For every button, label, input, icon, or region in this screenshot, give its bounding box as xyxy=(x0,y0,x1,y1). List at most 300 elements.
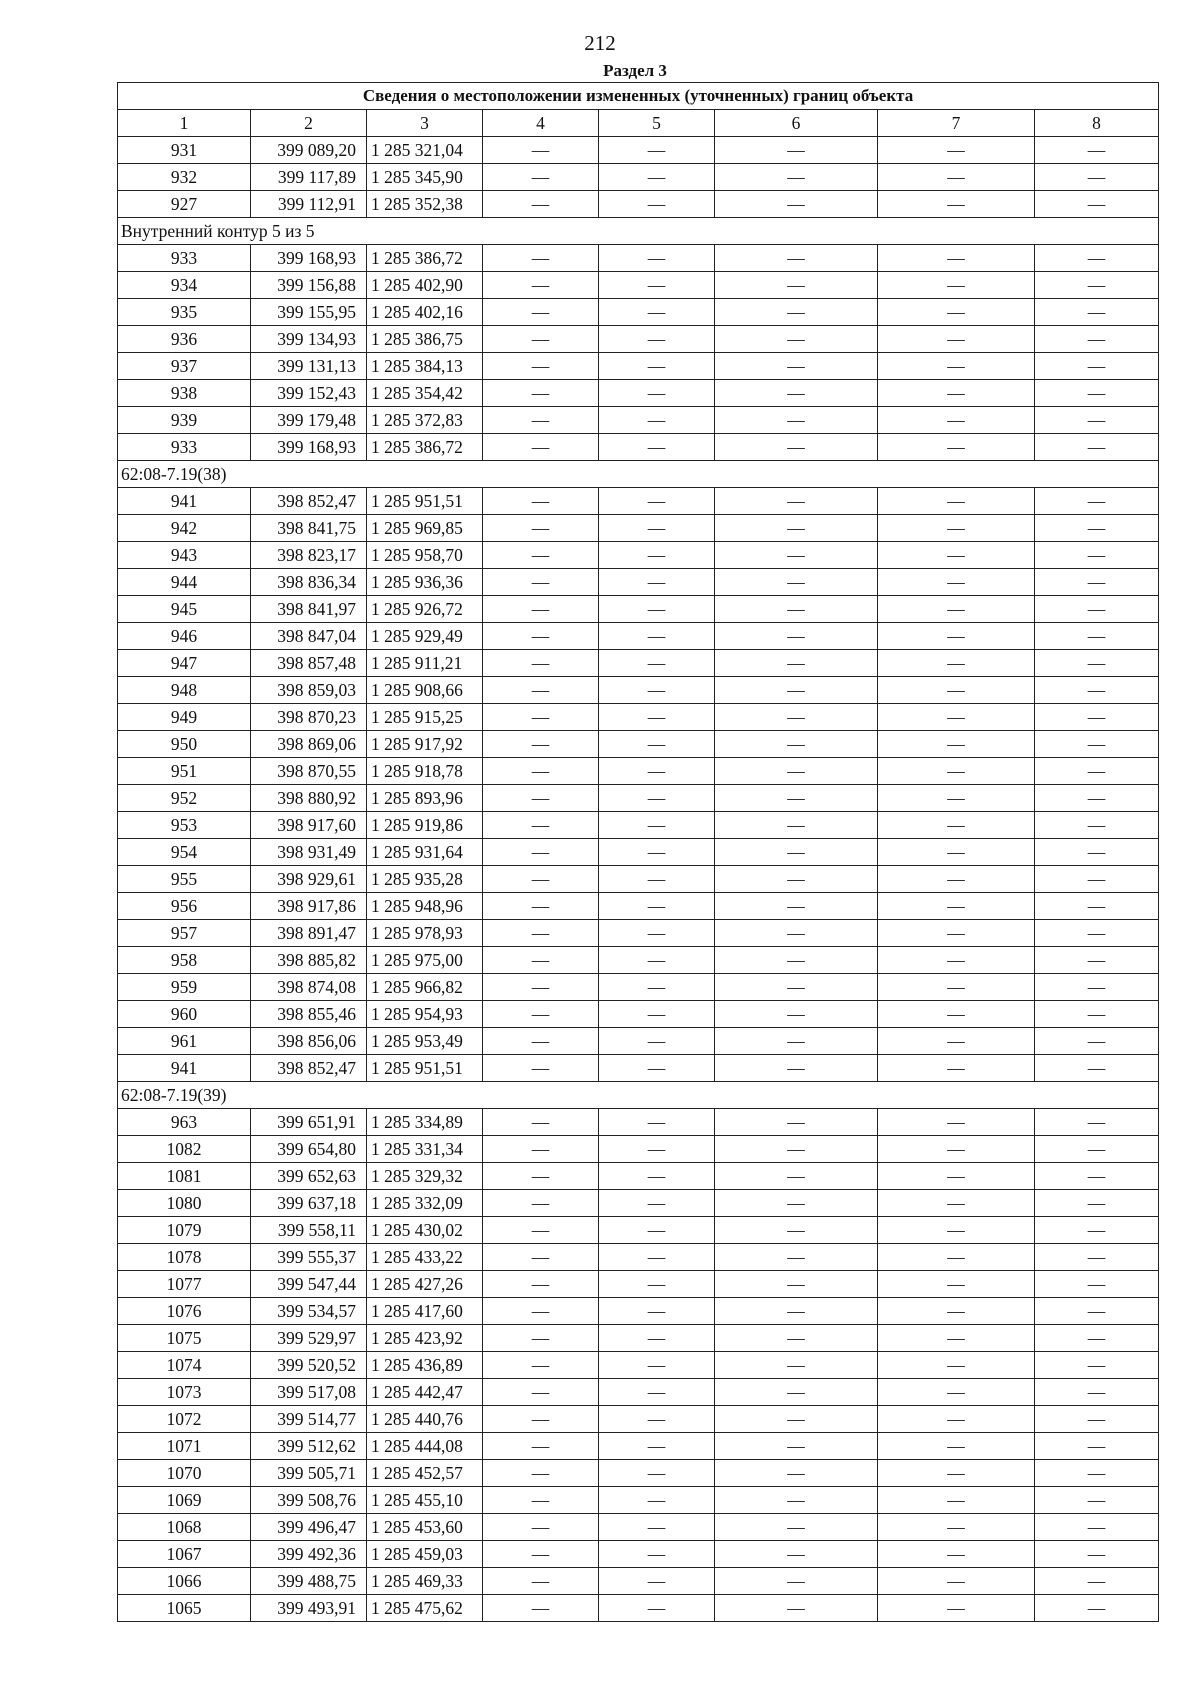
empty-value-cell: — xyxy=(878,1298,1035,1325)
y-coordinate-cell: 1 285 978,93 xyxy=(367,920,483,947)
empty-value-cell: — xyxy=(715,785,878,812)
empty-value-cell: — xyxy=(715,1163,878,1190)
point-number-cell: 959 xyxy=(118,974,251,1001)
empty-value-cell: — xyxy=(1035,164,1159,191)
empty-value-cell: — xyxy=(878,1217,1035,1244)
empty-value-cell: — xyxy=(483,353,599,380)
x-coordinate-cell: 399 558,11 xyxy=(251,1217,367,1244)
empty-value-cell: — xyxy=(878,758,1035,785)
empty-value-cell: — xyxy=(878,1541,1035,1568)
table-row xyxy=(118,1595,1159,1622)
table-header-row xyxy=(118,110,1159,137)
empty-value-cell: — xyxy=(599,407,715,434)
group-row xyxy=(118,461,1159,488)
y-coordinate-cell: 1 285 917,92 xyxy=(367,731,483,758)
point-number-cell: 944 xyxy=(118,569,251,596)
x-coordinate-cell: 398 859,03 xyxy=(251,677,367,704)
empty-value-cell: — xyxy=(599,434,715,461)
empty-value-cell: — xyxy=(483,785,599,812)
point-number-cell: 961 xyxy=(118,1028,251,1055)
empty-value-cell: — xyxy=(599,164,715,191)
group-row xyxy=(118,218,1159,245)
group-label: 62:08-7.19(39) xyxy=(118,1082,1159,1109)
y-coordinate-cell: 1 285 954,93 xyxy=(367,1001,483,1028)
y-coordinate-cell: 1 285 402,16 xyxy=(367,299,483,326)
x-coordinate-cell: 398 931,49 xyxy=(251,839,367,866)
table-row xyxy=(118,515,1159,542)
empty-value-cell: — xyxy=(715,380,878,407)
empty-value-cell: — xyxy=(1035,650,1159,677)
empty-value-cell: — xyxy=(599,677,715,704)
x-coordinate-cell: 399 117,89 xyxy=(251,164,367,191)
x-coordinate-cell: 398 929,61 xyxy=(251,866,367,893)
x-coordinate-cell: 399 493,91 xyxy=(251,1595,367,1622)
empty-value-cell: — xyxy=(483,488,599,515)
empty-value-cell: — xyxy=(878,407,1035,434)
empty-value-cell: — xyxy=(599,785,715,812)
empty-value-cell: — xyxy=(1035,1163,1159,1190)
point-number-cell: 952 xyxy=(118,785,251,812)
empty-value-cell: — xyxy=(1035,677,1159,704)
empty-value-cell: — xyxy=(878,1595,1035,1622)
y-coordinate-cell: 1 285 453,60 xyxy=(367,1514,483,1541)
empty-value-cell: — xyxy=(715,1352,878,1379)
table-row xyxy=(118,1379,1159,1406)
y-coordinate-cell: 1 285 321,04 xyxy=(367,137,483,164)
empty-value-cell: — xyxy=(599,920,715,947)
x-coordinate-cell: 398 870,55 xyxy=(251,758,367,785)
empty-value-cell: — xyxy=(715,1190,878,1217)
empty-value-cell: — xyxy=(599,272,715,299)
empty-value-cell: — xyxy=(715,1541,878,1568)
empty-value-cell: — xyxy=(878,272,1035,299)
empty-value-cell: — xyxy=(483,1514,599,1541)
y-coordinate-cell: 1 285 444,08 xyxy=(367,1433,483,1460)
empty-value-cell: — xyxy=(715,1217,878,1244)
x-coordinate-cell: 398 891,47 xyxy=(251,920,367,947)
empty-value-cell: — xyxy=(1035,1433,1159,1460)
table-row xyxy=(118,488,1159,515)
x-coordinate-cell: 398 855,46 xyxy=(251,1001,367,1028)
x-coordinate-cell: 399 512,62 xyxy=(251,1433,367,1460)
table-row xyxy=(118,434,1159,461)
empty-value-cell: — xyxy=(1035,299,1159,326)
empty-value-cell: — xyxy=(1035,569,1159,596)
point-number-cell: 950 xyxy=(118,731,251,758)
empty-value-cell: — xyxy=(878,1325,1035,1352)
x-coordinate-cell: 398 836,34 xyxy=(251,569,367,596)
table-row xyxy=(118,1406,1159,1433)
point-number-cell: 1068 xyxy=(118,1514,251,1541)
x-coordinate-cell: 398 841,97 xyxy=(251,596,367,623)
empty-value-cell: — xyxy=(483,731,599,758)
empty-value-cell: — xyxy=(1035,1379,1159,1406)
empty-value-cell: — xyxy=(715,1595,878,1622)
empty-value-cell: — xyxy=(1035,623,1159,650)
point-number-cell: 934 xyxy=(118,272,251,299)
table-row xyxy=(118,191,1159,218)
empty-value-cell: — xyxy=(878,1244,1035,1271)
y-coordinate-cell: 1 285 918,78 xyxy=(367,758,483,785)
empty-value-cell: — xyxy=(483,1352,599,1379)
empty-value-cell: — xyxy=(1035,1298,1159,1325)
table-row xyxy=(118,272,1159,299)
point-number-cell: 1076 xyxy=(118,1298,251,1325)
empty-value-cell: — xyxy=(483,758,599,785)
point-number-cell: 954 xyxy=(118,839,251,866)
empty-value-cell: — xyxy=(715,812,878,839)
empty-value-cell: — xyxy=(1035,1541,1159,1568)
empty-value-cell: — xyxy=(599,974,715,1001)
section-title: Раздел 3 xyxy=(603,61,667,80)
empty-value-cell: — xyxy=(1035,785,1159,812)
empty-value-cell: — xyxy=(878,1055,1035,1082)
empty-value-cell: — xyxy=(878,596,1035,623)
table-row xyxy=(118,1244,1159,1271)
x-coordinate-cell: 399 534,57 xyxy=(251,1298,367,1325)
empty-value-cell: — xyxy=(483,407,599,434)
empty-value-cell: — xyxy=(483,1190,599,1217)
empty-value-cell: — xyxy=(715,893,878,920)
empty-value-cell: — xyxy=(715,758,878,785)
empty-value-cell: — xyxy=(483,191,599,218)
y-coordinate-cell: 1 285 433,22 xyxy=(367,1244,483,1271)
y-coordinate-cell: 1 285 427,26 xyxy=(367,1271,483,1298)
table-row xyxy=(118,380,1159,407)
point-number-cell: 1069 xyxy=(118,1487,251,1514)
y-coordinate-cell: 1 285 436,89 xyxy=(367,1352,483,1379)
empty-value-cell: — xyxy=(483,1001,599,1028)
empty-value-cell: — xyxy=(715,272,878,299)
empty-value-cell: — xyxy=(1035,1055,1159,1082)
table-row xyxy=(118,245,1159,272)
empty-value-cell: — xyxy=(715,1001,878,1028)
column-header-1: 1 xyxy=(118,110,251,137)
empty-value-cell: — xyxy=(715,407,878,434)
empty-value-cell: — xyxy=(483,650,599,677)
empty-value-cell: — xyxy=(1035,1514,1159,1541)
point-number-cell: 963 xyxy=(118,1109,251,1136)
empty-value-cell: — xyxy=(599,1271,715,1298)
x-coordinate-cell: 399 520,52 xyxy=(251,1352,367,1379)
table-row xyxy=(118,326,1159,353)
empty-value-cell: — xyxy=(1035,596,1159,623)
group-label: Внутренний контур 5 из 5 xyxy=(118,218,1159,245)
table-row xyxy=(118,1433,1159,1460)
group-label: 62:08-7.19(38) xyxy=(118,461,1159,488)
empty-value-cell: — xyxy=(483,704,599,731)
empty-value-cell: — xyxy=(715,677,878,704)
point-number-cell: 942 xyxy=(118,515,251,542)
point-number-cell: 941 xyxy=(118,1055,251,1082)
empty-value-cell: — xyxy=(599,839,715,866)
empty-value-cell: — xyxy=(483,1136,599,1163)
point-number-cell: 1071 xyxy=(118,1433,251,1460)
x-coordinate-cell: 399 152,43 xyxy=(251,380,367,407)
empty-value-cell: — xyxy=(878,1379,1035,1406)
empty-value-cell: — xyxy=(715,866,878,893)
empty-value-cell: — xyxy=(878,299,1035,326)
empty-value-cell: — xyxy=(715,137,878,164)
column-header-6: 6 xyxy=(715,110,878,137)
point-number-cell: 933 xyxy=(118,434,251,461)
empty-value-cell: — xyxy=(483,1271,599,1298)
table-row xyxy=(118,1109,1159,1136)
empty-value-cell: — xyxy=(483,1298,599,1325)
empty-value-cell: — xyxy=(599,1352,715,1379)
y-coordinate-cell: 1 285 469,33 xyxy=(367,1568,483,1595)
empty-value-cell: — xyxy=(483,839,599,866)
empty-value-cell: — xyxy=(599,353,715,380)
empty-value-cell: — xyxy=(599,1244,715,1271)
empty-value-cell: — xyxy=(878,1406,1035,1433)
empty-value-cell: — xyxy=(483,1433,599,1460)
empty-value-cell: — xyxy=(1035,1001,1159,1028)
empty-value-cell: — xyxy=(715,1298,878,1325)
table-row xyxy=(118,1352,1159,1379)
empty-value-cell: — xyxy=(1035,191,1159,218)
empty-value-cell: — xyxy=(715,1568,878,1595)
empty-value-cell: — xyxy=(1035,434,1159,461)
empty-value-cell: — xyxy=(715,1325,878,1352)
x-coordinate-cell: 399 508,76 xyxy=(251,1487,367,1514)
y-coordinate-cell: 1 285 334,89 xyxy=(367,1109,483,1136)
empty-value-cell: — xyxy=(878,1109,1035,1136)
empty-value-cell: — xyxy=(878,353,1035,380)
table-row xyxy=(118,866,1159,893)
x-coordinate-cell: 399 637,18 xyxy=(251,1190,367,1217)
table-row xyxy=(118,1001,1159,1028)
x-coordinate-cell: 399 155,95 xyxy=(251,299,367,326)
empty-value-cell: — xyxy=(878,1028,1035,1055)
empty-value-cell: — xyxy=(483,1595,599,1622)
empty-value-cell: — xyxy=(878,1136,1035,1163)
table-row xyxy=(118,677,1159,704)
empty-value-cell: — xyxy=(878,191,1035,218)
empty-value-cell: — xyxy=(599,1433,715,1460)
page-number: 212 xyxy=(584,31,616,55)
x-coordinate-cell: 399 651,91 xyxy=(251,1109,367,1136)
empty-value-cell: — xyxy=(715,542,878,569)
empty-value-cell: — xyxy=(599,623,715,650)
empty-value-cell: — xyxy=(599,893,715,920)
empty-value-cell: — xyxy=(715,1028,878,1055)
x-coordinate-cell: 399 089,20 xyxy=(251,137,367,164)
y-coordinate-cell: 1 285 423,92 xyxy=(367,1325,483,1352)
table-row xyxy=(118,731,1159,758)
empty-value-cell: — xyxy=(878,704,1035,731)
y-coordinate-cell: 1 285 440,76 xyxy=(367,1406,483,1433)
empty-value-cell: — xyxy=(878,380,1035,407)
x-coordinate-cell: 399 514,77 xyxy=(251,1406,367,1433)
point-number-cell: 1077 xyxy=(118,1271,251,1298)
empty-value-cell: — xyxy=(599,866,715,893)
y-coordinate-cell: 1 285 442,47 xyxy=(367,1379,483,1406)
empty-value-cell: — xyxy=(1035,245,1159,272)
x-coordinate-cell: 399 517,08 xyxy=(251,1379,367,1406)
empty-value-cell: — xyxy=(878,947,1035,974)
empty-value-cell: — xyxy=(483,1109,599,1136)
empty-value-cell: — xyxy=(715,839,878,866)
empty-value-cell: — xyxy=(483,1487,599,1514)
table-row xyxy=(118,1028,1159,1055)
table-row xyxy=(118,353,1159,380)
y-coordinate-cell: 1 285 332,09 xyxy=(367,1190,483,1217)
x-coordinate-cell: 398 852,47 xyxy=(251,1055,367,1082)
empty-value-cell: — xyxy=(599,650,715,677)
y-coordinate-cell: 1 285 958,70 xyxy=(367,542,483,569)
y-coordinate-cell: 1 285 969,85 xyxy=(367,515,483,542)
empty-value-cell: — xyxy=(483,1406,599,1433)
empty-value-cell: — xyxy=(878,1487,1035,1514)
point-number-cell: 957 xyxy=(118,920,251,947)
empty-value-cell: — xyxy=(599,1595,715,1622)
empty-value-cell: — xyxy=(599,1190,715,1217)
y-coordinate-cell: 1 285 948,96 xyxy=(367,893,483,920)
empty-value-cell: — xyxy=(483,137,599,164)
empty-value-cell: — xyxy=(483,569,599,596)
y-coordinate-cell: 1 285 345,90 xyxy=(367,164,483,191)
empty-value-cell: — xyxy=(878,1568,1035,1595)
empty-value-cell: — xyxy=(878,893,1035,920)
empty-value-cell: — xyxy=(1035,1352,1159,1379)
x-coordinate-cell: 398 917,86 xyxy=(251,893,367,920)
empty-value-cell: — xyxy=(1035,488,1159,515)
empty-value-cell: — xyxy=(1035,353,1159,380)
column-header-4: 4 xyxy=(483,110,599,137)
y-coordinate-cell: 1 285 915,25 xyxy=(367,704,483,731)
empty-value-cell: — xyxy=(1035,1487,1159,1514)
point-number-cell: 1073 xyxy=(118,1379,251,1406)
point-number-cell: 1066 xyxy=(118,1568,251,1595)
empty-value-cell: — xyxy=(878,137,1035,164)
table-title: Сведения о местоположении измененных (уточненных) границ объекта xyxy=(118,83,1159,110)
empty-value-cell: — xyxy=(599,1460,715,1487)
y-coordinate-cell: 1 285 386,72 xyxy=(367,434,483,461)
point-number-cell: 935 xyxy=(118,299,251,326)
empty-value-cell: — xyxy=(599,1217,715,1244)
table-row xyxy=(118,137,1159,164)
table-row xyxy=(118,1298,1159,1325)
table-row xyxy=(118,839,1159,866)
empty-value-cell: — xyxy=(483,542,599,569)
empty-value-cell: — xyxy=(1035,272,1159,299)
table-row xyxy=(118,542,1159,569)
point-number-cell: 1080 xyxy=(118,1190,251,1217)
point-number-cell: 1081 xyxy=(118,1163,251,1190)
table-row xyxy=(118,1325,1159,1352)
y-coordinate-cell: 1 285 430,02 xyxy=(367,1217,483,1244)
x-coordinate-cell: 399 547,44 xyxy=(251,1271,367,1298)
y-coordinate-cell: 1 285 475,62 xyxy=(367,1595,483,1622)
y-coordinate-cell: 1 285 931,64 xyxy=(367,839,483,866)
empty-value-cell: — xyxy=(599,947,715,974)
empty-value-cell: — xyxy=(715,326,878,353)
empty-value-cell: — xyxy=(483,1379,599,1406)
empty-value-cell: — xyxy=(599,731,715,758)
empty-value-cell: — xyxy=(878,785,1035,812)
x-coordinate-cell: 399 131,13 xyxy=(251,353,367,380)
empty-value-cell: — xyxy=(878,1433,1035,1460)
empty-value-cell: — xyxy=(599,380,715,407)
y-coordinate-cell: 1 285 908,66 xyxy=(367,677,483,704)
empty-value-cell: — xyxy=(483,1460,599,1487)
empty-value-cell: — xyxy=(483,380,599,407)
table-row xyxy=(118,407,1159,434)
point-number-cell: 1075 xyxy=(118,1325,251,1352)
point-number-cell: 953 xyxy=(118,812,251,839)
empty-value-cell: — xyxy=(483,1568,599,1595)
column-header-3: 3 xyxy=(367,110,483,137)
point-number-cell: 945 xyxy=(118,596,251,623)
empty-value-cell: — xyxy=(599,326,715,353)
x-coordinate-cell: 399 492,36 xyxy=(251,1541,367,1568)
y-coordinate-cell: 1 285 402,90 xyxy=(367,272,483,299)
x-coordinate-cell: 398 874,08 xyxy=(251,974,367,1001)
point-number-cell: 1079 xyxy=(118,1217,251,1244)
empty-value-cell: — xyxy=(483,515,599,542)
table-row xyxy=(118,893,1159,920)
empty-value-cell: — xyxy=(599,542,715,569)
empty-value-cell: — xyxy=(715,1406,878,1433)
table-row xyxy=(118,812,1159,839)
empty-value-cell: — xyxy=(878,623,1035,650)
empty-value-cell: — xyxy=(1035,326,1159,353)
table-row xyxy=(118,785,1159,812)
empty-value-cell: — xyxy=(715,164,878,191)
empty-value-cell: — xyxy=(1035,812,1159,839)
point-number-cell: 932 xyxy=(118,164,251,191)
empty-value-cell: — xyxy=(878,677,1035,704)
table-row xyxy=(118,1136,1159,1163)
empty-value-cell: — xyxy=(715,623,878,650)
point-number-cell: 939 xyxy=(118,407,251,434)
point-number-cell: 955 xyxy=(118,866,251,893)
empty-value-cell: — xyxy=(878,245,1035,272)
table-row xyxy=(118,758,1159,785)
empty-value-cell: — xyxy=(1035,1406,1159,1433)
x-coordinate-cell: 399 156,88 xyxy=(251,272,367,299)
empty-value-cell: — xyxy=(1035,1595,1159,1622)
empty-value-cell: — xyxy=(599,569,715,596)
y-coordinate-cell: 1 285 352,38 xyxy=(367,191,483,218)
empty-value-cell: — xyxy=(878,812,1035,839)
empty-value-cell: — xyxy=(715,569,878,596)
group-row xyxy=(118,1082,1159,1109)
y-coordinate-cell: 1 285 417,60 xyxy=(367,1298,483,1325)
table-row xyxy=(118,1568,1159,1595)
empty-value-cell: — xyxy=(878,1271,1035,1298)
point-number-cell: 960 xyxy=(118,1001,251,1028)
empty-value-cell: — xyxy=(483,1163,599,1190)
x-coordinate-cell: 398 880,92 xyxy=(251,785,367,812)
empty-value-cell: — xyxy=(1035,1217,1159,1244)
x-coordinate-cell: 398 823,17 xyxy=(251,542,367,569)
empty-value-cell: — xyxy=(1035,839,1159,866)
empty-value-cell: — xyxy=(599,1541,715,1568)
y-coordinate-cell: 1 285 331,34 xyxy=(367,1136,483,1163)
y-coordinate-cell: 1 285 911,21 xyxy=(367,650,483,677)
point-number-cell: 1072 xyxy=(118,1406,251,1433)
empty-value-cell: — xyxy=(1035,1325,1159,1352)
point-number-cell: 931 xyxy=(118,137,251,164)
x-coordinate-cell: 399 488,75 xyxy=(251,1568,367,1595)
empty-value-cell: — xyxy=(1035,758,1159,785)
empty-value-cell: — xyxy=(483,272,599,299)
x-coordinate-cell: 398 852,47 xyxy=(251,488,367,515)
point-number-cell: 936 xyxy=(118,326,251,353)
y-coordinate-cell: 1 285 936,36 xyxy=(367,569,483,596)
